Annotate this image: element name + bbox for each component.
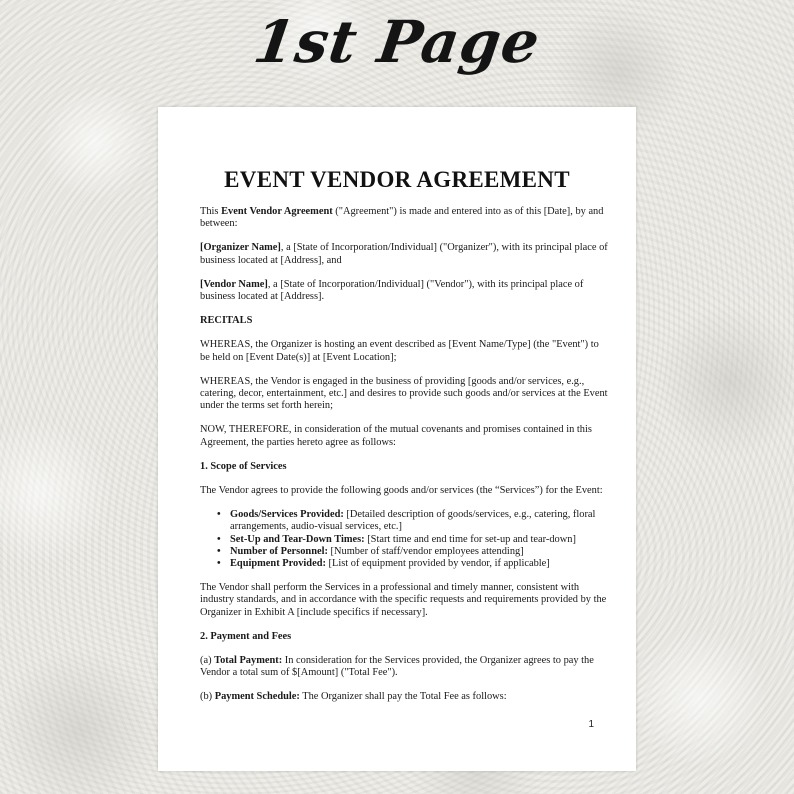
list-item-text: [Detailed description of goods/services, e.g., catering, floral arrangements, audio-visual services, etc.] xyxy=(230,509,596,533)
document-body xyxy=(200,206,608,716)
list-item-text: [Number of staff/vendor employees attending] xyxy=(327,545,524,557)
organizer-name: [Organizer Name] xyxy=(200,242,281,254)
list-item-label: Goods/Services Provided: xyxy=(230,509,344,521)
organizer-text: , a [State of Incorporation/Individual] ("Organizer"), with its principal place of business located at [Address], and xyxy=(200,242,608,266)
section1-heading: 1. Scope of Services xyxy=(200,460,287,472)
whereas-paragraph-1: WHEREAS, the Organizer is hosting an event described as [Event Name/Type] (the "Event") to be held on [Event Date(s)] at [Event Location]; xyxy=(200,339,599,363)
intro-pre: This xyxy=(200,206,222,217)
list-item-label: Equipment Provided: xyxy=(230,558,326,570)
vendor-text: , a [State of Incorporation/Individual] ("Vendor"), with its principal place of business located at [Address]. xyxy=(200,278,584,303)
list-item xyxy=(230,546,608,558)
recitals-heading: RECITALS xyxy=(200,315,253,327)
payment-b-prefix: (b) xyxy=(200,691,215,703)
organizer-paragraph xyxy=(200,242,608,266)
list-item-label: Number of Personnel: xyxy=(230,545,328,557)
payment-b-label: Payment Schedule: xyxy=(214,691,300,703)
payment-b xyxy=(200,691,608,703)
list-item-label: Set-Up and Tear-Down Times: xyxy=(230,533,365,545)
intro-paragraph xyxy=(200,206,608,230)
now-therefore-paragraph: NOW, THEREFORE, in consideration of the mutual covenants and promises contained in this Agreement, the parties hereto agree as follows: xyxy=(200,424,592,448)
section1-closing: The Vendor shall perform the Services in a professional and timely manner, consistent with industry standards, and in accordance with the specific requests and requirements provided by the Organizer in Exhibit A [include specifics if necessary]. xyxy=(200,582,607,618)
payment-b-text: The Organizer shall pay the Total Fee as follows: xyxy=(299,691,507,703)
payment-a-label: Total Payment: xyxy=(214,655,283,667)
payment-a-text: In consideration for the Services provided, the Organizer agrees to pay the Vendor a total sum of $[Amount] ("Total Fee"). xyxy=(200,655,594,679)
services-list xyxy=(200,509,608,570)
intro-post: ("Agreement") is made and entered into as of this [Date], by and between: xyxy=(200,206,604,230)
banner-title: 1st Page xyxy=(249,8,545,76)
vendor-paragraph xyxy=(200,279,608,303)
intro-bold: Event Vendor Agreement xyxy=(221,206,333,217)
document-page xyxy=(158,107,636,771)
section1-intro: The Vendor agrees to provide the following goods and/or services (the “Services”) for the Event: xyxy=(200,485,603,497)
list-item xyxy=(230,509,608,533)
vendor-name: [Vendor Name] xyxy=(200,278,268,290)
document-title: EVENT VENDOR AGREEMENT xyxy=(224,167,570,192)
list-item xyxy=(230,558,608,570)
payment-a-prefix: (a) xyxy=(200,655,215,667)
page-number: 1 xyxy=(588,719,594,730)
section2-heading: 2. Payment and Fees xyxy=(200,630,292,642)
list-item xyxy=(230,534,608,546)
whereas-paragraph-2: WHEREAS, the Vendor is engaged in the business of providing [goods and/or services, e.g., catering, decor, entertainment, etc.] and desires to provide such goods and/or services at the Event under the terms set forth herein; xyxy=(200,375,608,412)
list-item-text: [Start time and end time for set-up and tear-down] xyxy=(364,533,576,545)
payment-a xyxy=(200,655,608,679)
list-item-text: [List of equipment provided by vendor, if applicable] xyxy=(325,558,550,570)
